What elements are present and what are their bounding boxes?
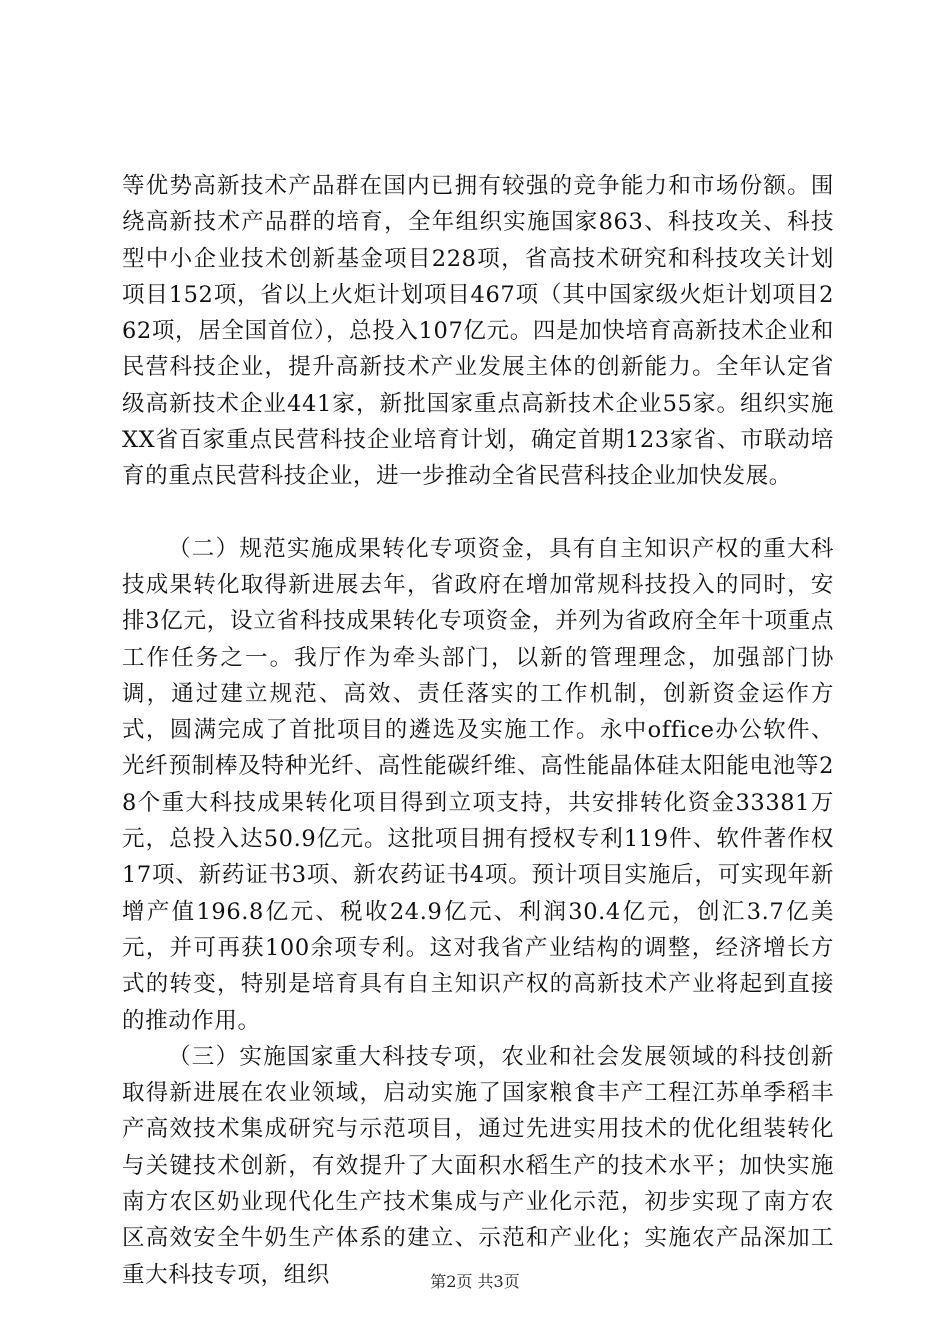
document-body — [122, 168, 834, 1293]
paragraph-3: （三）实施国家重大科技专项，农业和社会发展领域的科技创新取得新进展在农业领域，启动实施了国家粮食丰产工程江苏单季稻丰产高效技术集成研究与示范项目，通过先进实用技术的优化组装转化与关键技术创新，有效提升了大面积水稻生产的技术水平；加快实施南方农区奶业现代化生产技术集成与产业化示范，初步实现了南方农区高效安全牛奶生产体系的建立、示范和产业化；实施农产品深加工重大科技专项，组织 — [122, 1043, 834, 1288]
paragraph-1: 等优势高新技术产品群在国内已拥有较强的竞争能力和市场份额。围绕高新技术产品群的培育，全年组织实施国家863、科技攻关、科技型中小企业技术创新基金项目228项，省高技术研究和科技攻关计划项目152项，省以上火炬计划项目467项（其中国家级火炬计划项目262项，居全国首位），总投入107亿元。四是加快培育高新技术企业和民营科技企业，提升高新技术产业发展主体的创新能力。全年认定省级高新技术企业441家，新批国家重点高新技术企业55家。组织实施XX省百家重点民营科技企业培育计划，确定首期123家省、市联动培育的重点民营科技企业，进一步推动全省民营科技企业加快发展。 — [122, 173, 834, 490]
paragraph-2: （二）规范实施成果转化专项资金，具有自主知识产权的重大科技成果转化取得新进展去年，省政府在增加常规科技投入的同时，安排3亿元，设立省科技成果转化专项资金，并列为省政府全年十项重点工作任务之一。我厅作为牵头部门，以新的管理理念，加强部门协调，通过建立规范、高效、责任落实的工作机制，创新资金运作方式，圆满完成了首批项目的遴选及实施工作。永中office办公软件、光纤预制棒及特种光纤、高性能碳纤维、高性能晶体硅太阳能电池等28个重大科技成果转化项目得到立项支持，共安排转化资金33381万元，总投入达50.9亿元。这批项目拥有授权专利119件、软件著作权17项、新药证书3项、新农药证书4项。预计项目实施后，可实现年新增产值196.8亿元、税收24.9亿元、利润30.4亿元，创汇3.7亿美元，并可再获100余项专利。这对我省产业结构的调整，经济增长方式的转变，特别是培育具有自主知识产权的高新技术产业将起到直接的推动作用。 — [122, 535, 834, 1034]
page-footer: 第2页 共3页 — [430, 1272, 520, 1291]
paragraph-gap — [122, 495, 834, 531]
